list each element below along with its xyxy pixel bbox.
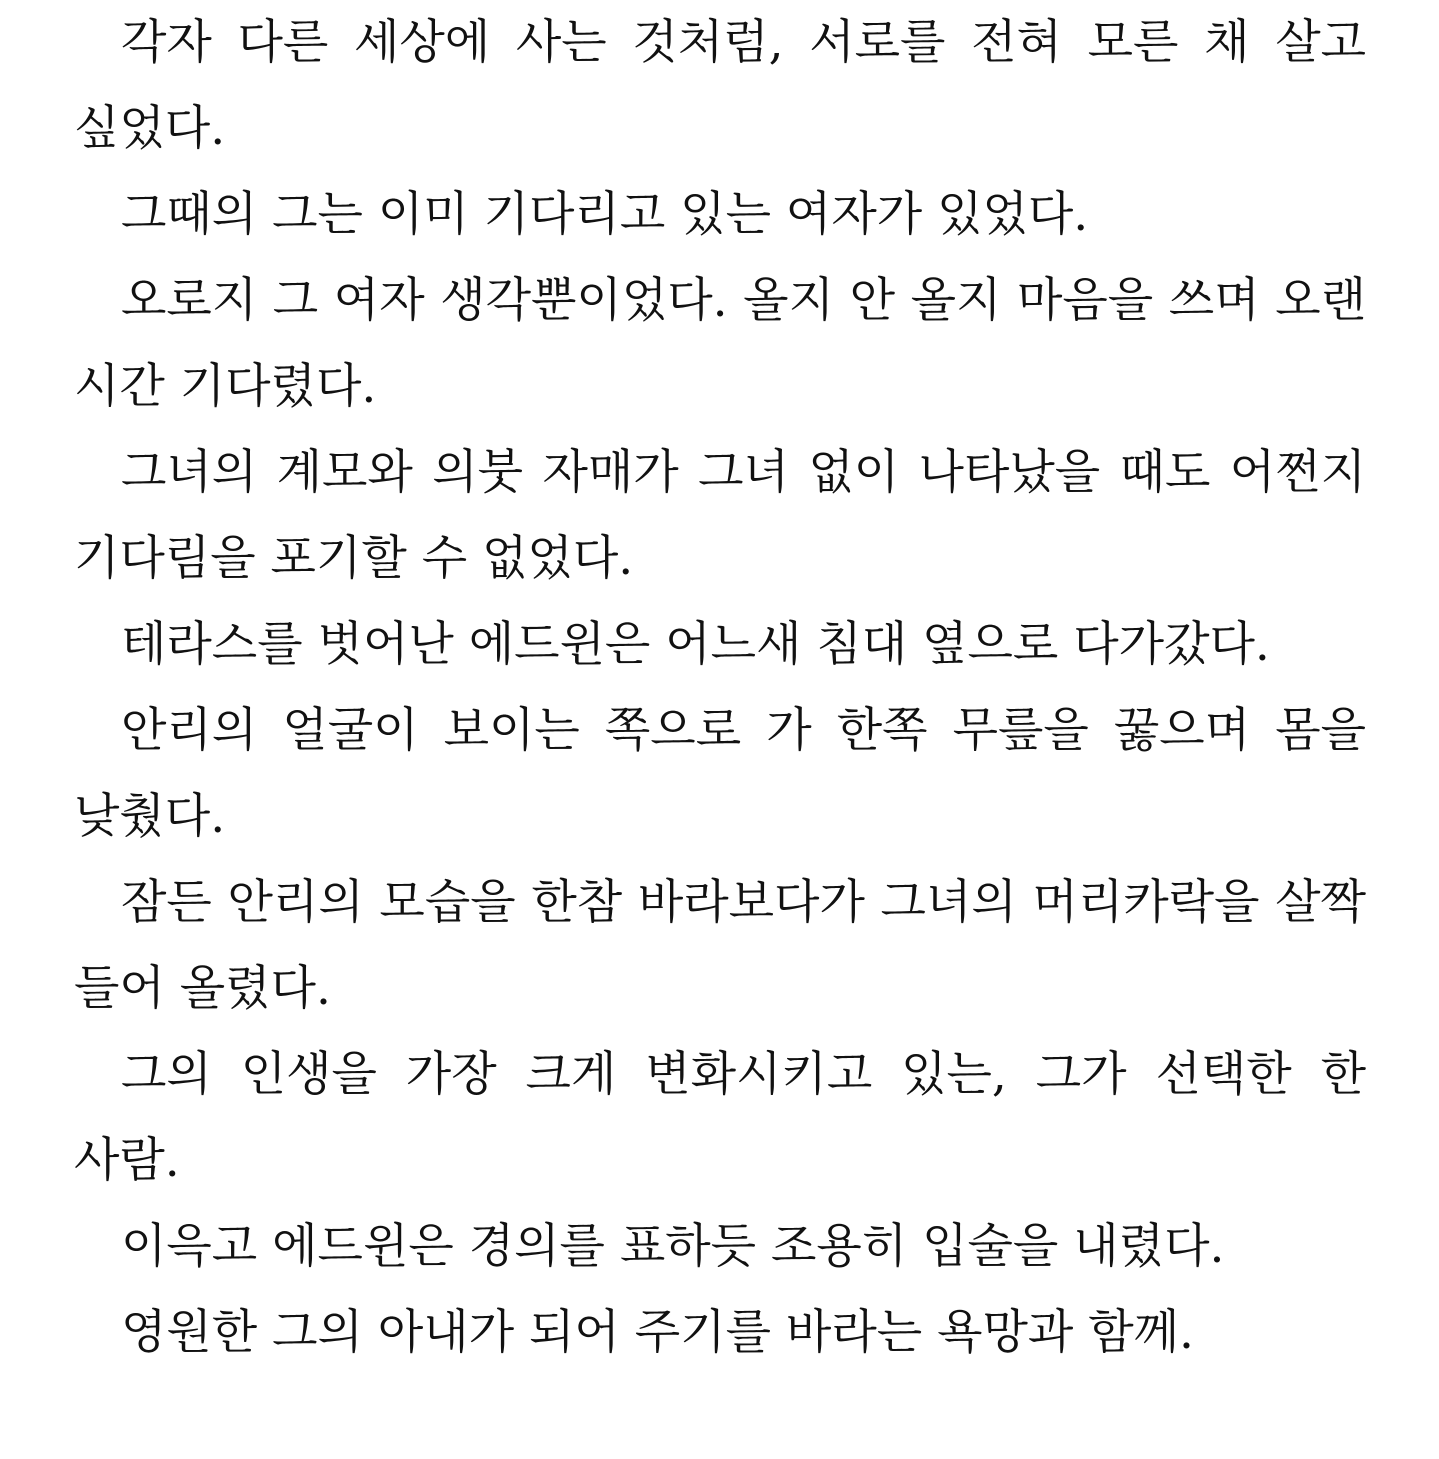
paragraph: 오로지 그 여자 생각뿐이었다. 올지 안 올지 마음을 쓰며 오랜 시간 기다렸다. (74, 273, 1366, 414)
paragraph: 각자 다른 세상에 사는 것처럼, 서로를 전혀 모른 채 살고 싶었다. (74, 15, 1366, 156)
paragraph: 이윽고 에드윈은 경의를 표하듯 조용히 입술을 내렸다. (121, 1219, 1225, 1274)
paragraph: 영원한 그의 아내가 되어 주기를 바라는 욕망과 함께. (121, 1305, 1194, 1360)
paragraph: 안리의 얼굴이 보이는 쪽으로 가 한쪽 무릎을 꿇으며 몸을 낮췄다. (74, 703, 1366, 844)
page-body (74, 0, 1366, 1376)
paragraph: 그의 인생을 가장 크게 변화시키고 있는, 그가 선택한 한 사람. (74, 1047, 1366, 1188)
paragraph: 테라스를 벗어난 에드윈은 어느새 침대 옆으로 다가갔다. (121, 617, 1270, 672)
paragraph: 잠든 안리의 모습을 한참 바라보다가 그녀의 머리카락을 살짝 들어 올렸다. (74, 875, 1366, 1016)
paragraph: 그때의 그는 이미 기다리고 있는 여자가 있었다. (121, 187, 1089, 242)
paragraph: 그녀의 계모와 의붓 자매가 그녀 없이 나타났을 때도 어쩐지 기다림을 포기할 수 없었다. (74, 445, 1366, 586)
